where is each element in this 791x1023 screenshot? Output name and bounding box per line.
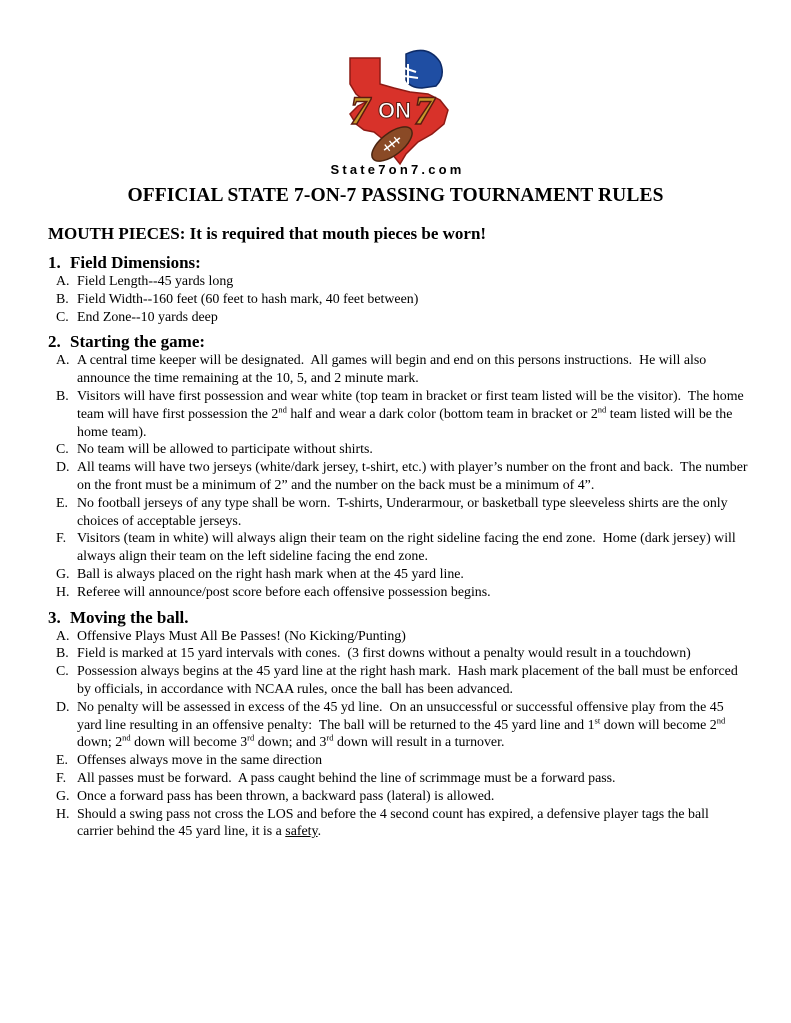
rule-item (48, 273, 748, 291)
rule-list (48, 273, 748, 326)
section-title: Starting the game: (70, 332, 206, 352)
rule-text: Visitors (team in white) will always align their team on the right sideline facing the end zone. Home (dark jersey) will always align their team on the left sideline facing the end zone. (77, 531, 736, 565)
rule-item (48, 566, 748, 584)
rule-letter: C. (56, 309, 69, 325)
rule-letter: B. (56, 388, 69, 404)
rule-letter: G. (56, 788, 70, 804)
rule-text: All teams will have two jerseys (white/dark jersey, t-shirt, etc.) with player’s number on the front and back. The number on the front must be a minimum of 2” and the number on the back must be a minimum of 4”. (77, 460, 748, 493)
svg-text:7: 7 (414, 88, 434, 133)
rule-text: Field is marked at 15 yard intervals with cones. (3 first downs without a penalty would result in a touchdown) (77, 646, 691, 662)
rule-text: Visitors will have first possession and wear white (top team in bracket or first team listed will be the visitor). The home team will have first possession the 2nd half and wear a dark color (bottom team in bracket or 2nd team listed will be the home team). (77, 388, 744, 440)
rule-letter: D. (56, 460, 70, 476)
rule-text: Field Length--45 yards long (77, 274, 234, 289)
section-heading (48, 331, 748, 352)
rule-item (48, 352, 748, 388)
rule-letter: C. (56, 442, 69, 458)
rule-item (48, 459, 748, 495)
rule-letter: E. (56, 495, 68, 511)
rule-item (48, 309, 748, 327)
rule-item (48, 770, 748, 788)
rule-letter: D. (56, 699, 70, 715)
rule-section (48, 331, 748, 601)
rule-item (48, 291, 748, 309)
rule-item (48, 530, 748, 566)
rules-sections (48, 252, 748, 841)
rule-text: Field Width--160 feet (60 feet to hash mark, 40 feet between) (77, 291, 419, 307)
rule-letter: H. (56, 806, 70, 822)
rule-letter: C. (56, 664, 69, 680)
rule-section (48, 252, 748, 326)
rule-list (48, 628, 748, 842)
rule-item (48, 628, 748, 646)
section-number: 1. (48, 253, 61, 272)
rule-item (48, 663, 748, 699)
rule-item (48, 699, 748, 752)
section-title: Field Dimensions: (70, 253, 201, 272)
rules-content (48, 223, 748, 846)
section-number: 2. (48, 332, 61, 352)
rule-letter: B. (56, 291, 69, 307)
rule-text: Offenses always move in the same direction (77, 753, 323, 769)
rule-text: Offensive Plays Must All Be Passes! (No Kicking/Punting) (77, 628, 406, 644)
section-number: 3. (48, 607, 61, 627)
rule-text: Possession always begins at the 45 yard line at the right hash mark. Hash mark placement of the ball must be enforced by officials, in accordance with NCAA rules, once the ball has been advanced. (77, 664, 738, 697)
rule-letter: A. (56, 628, 70, 644)
mouth-pieces-notice: MOUTH PIECES: It is required that mouth pieces be worn! (48, 224, 487, 243)
rule-text: A central time keeper will be designated. All games will begin and end on this persons instructions. He will also announce the time remaining at the 10, 5, and 2 minute mark. (77, 353, 707, 387)
rule-letter: H. (56, 584, 70, 600)
rule-text: Once a forward pass has been thrown, a backward pass (lateral) is allowed. (77, 788, 495, 804)
page-title: OFFICIAL STATE 7-ON-7 PASSING TOURNAMENT RULES (127, 185, 664, 206)
rule-letter: A. (56, 353, 70, 369)
rule-letter: A. (56, 274, 70, 289)
rule-item (48, 788, 748, 806)
rule-item (48, 441, 748, 459)
rule-item (48, 752, 748, 770)
rule-letter: B. (56, 646, 69, 662)
rule-text: No penalty will be assessed in excess of the 45 yd line. On an unsuccessful or successful offensive play from the 45 yard line resulting in an offensive penalty: The ball will be returned to the 45 yard line and 1st down will become 2nd down; 2nd down will become 3rd down; and 3rd down will result in a turnover. (77, 699, 726, 751)
rule-text: Ball is always placed on the right hash mark when at the 45 yard line. (77, 566, 464, 582)
section-heading (48, 252, 748, 273)
svg-text:ON: ON (378, 98, 411, 123)
rule-letter: F. (56, 770, 67, 786)
rule-item (48, 645, 748, 663)
rule-text: No football jerseys of any type shall be worn. T-shirts, Underarmour, or basketball type sleeveless shirts are the only choices of acceptable jerseys. (77, 495, 728, 529)
rule-section (48, 607, 748, 842)
rule-item (48, 806, 748, 842)
rule-text: All passes must be forward. A pass caught behind the line of scrimmage must be a forward pass. (77, 770, 616, 786)
state-7on7-logo (336, 44, 460, 168)
rule-letter: F. (56, 531, 67, 547)
section-heading (48, 607, 748, 628)
section-title: Moving the ball. (70, 607, 189, 627)
rule-letter: E. (56, 753, 68, 769)
rule-text: Referee will announce/post score before each offensive possession begins. (77, 584, 491, 600)
site-url: State7on7.com (330, 162, 465, 177)
rule-text: End Zone--10 yards deep (77, 309, 218, 325)
rule-item (48, 388, 748, 441)
rule-item (48, 495, 748, 531)
svg-text:7: 7 (350, 88, 370, 133)
rule-item (48, 584, 748, 602)
rule-text: No team will be allowed to participate without shirts. (77, 442, 373, 458)
rule-list (48, 352, 748, 601)
rule-letter: G. (56, 566, 70, 582)
rule-text: Should a swing pass not cross the LOS and before the 4 second count has expired, a defensive player tags the ball carrier behind the 45 yard line, it is a safety. (77, 806, 709, 840)
